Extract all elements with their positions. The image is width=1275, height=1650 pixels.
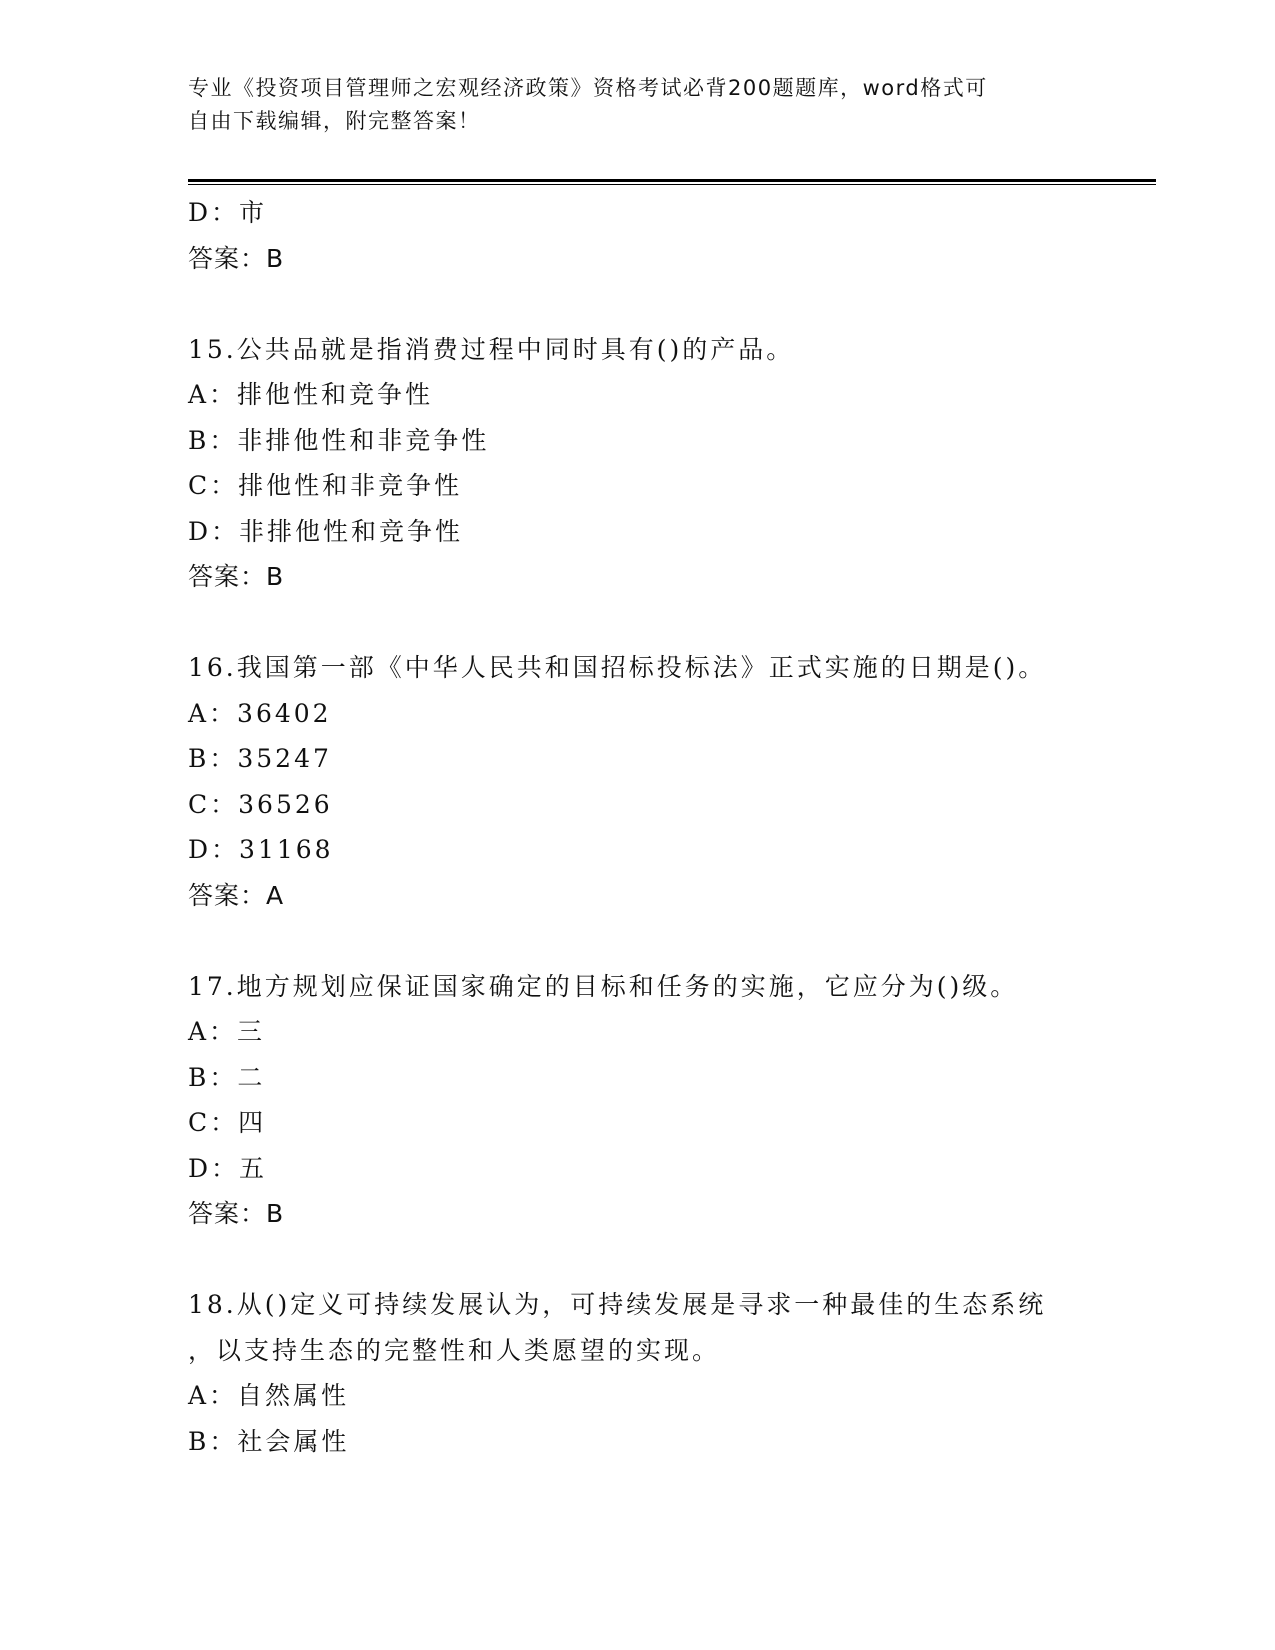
question-15-option-c: C：排他性和非竞争性 <box>188 471 463 500</box>
header-line-1: 专业《投资项目管理师之宏观经济政策》资格考试必背200题题库，word格式可 <box>188 76 988 100</box>
question-18 <box>188 1282 1088 1464</box>
question-16-stem: 16.我国第一部《中华人民共和国招标投标法》正式实施的日期是()。 <box>188 653 1047 682</box>
document-header <box>188 72 1068 138</box>
question-15-stem: 15.公共品就是指消费过程中同时具有()的产品。 <box>188 334 795 364</box>
header-line-2: 自由下载编辑，附完整答案！ <box>188 109 481 133</box>
question-16 <box>188 645 1088 918</box>
question-18-option-a: A：自然属性 <box>188 1381 350 1410</box>
question-18-stem-line-2: ，以支持生态的完整性和人类愿望的实现。 <box>188 1335 721 1365</box>
question-content <box>188 190 1088 1464</box>
question-15 <box>188 327 1088 600</box>
question-16-option-a: A：36402 <box>188 698 332 728</box>
question-15-option-d: D：非排他性和竞争性 <box>188 516 464 546</box>
question-15-option-a: A：排他性和竞争性 <box>188 380 434 409</box>
question-16-option-d: D：31168 <box>188 835 334 864</box>
question-18-stem-line-1: 18.从()定义可持续发展认为，可持续发展是寻求一种最佳的生态系统 <box>188 1290 1047 1319</box>
question-17-option-d: D：五 <box>188 1153 268 1183</box>
spacer <box>188 281 1088 327</box>
question-14-answer: 答案：B <box>188 243 285 273</box>
question-17 <box>188 964 1088 1237</box>
question-14-option-d: D：市 <box>188 198 268 227</box>
question-17-answer: 答案：B <box>188 1199 285 1228</box>
spacer <box>188 1237 1088 1283</box>
question-16-option-b: B：35247 <box>188 744 332 773</box>
question-17-option-b: B：二 <box>188 1062 266 1092</box>
question-18-option-b: B：社会属性 <box>188 1426 350 1456</box>
question-17-option-c: C：四 <box>188 1108 267 1137</box>
spacer <box>188 918 1088 964</box>
question-15-option-b: B：非排他性和非竞争性 <box>188 425 490 455</box>
question-16-option-c: C：36526 <box>188 789 333 819</box>
question-17-stem: 17.地方规划应保证国家确定的目标和任务的实施，它应分为()级。 <box>188 971 1019 1001</box>
question-17-option-a: A：三 <box>188 1017 266 1046</box>
spacer <box>188 600 1088 646</box>
question-15-answer: 答案：B <box>188 562 285 591</box>
header-rule-thin <box>188 184 1156 185</box>
header-rule-thick <box>188 179 1156 182</box>
question-16-answer: 答案：A <box>188 880 285 910</box>
